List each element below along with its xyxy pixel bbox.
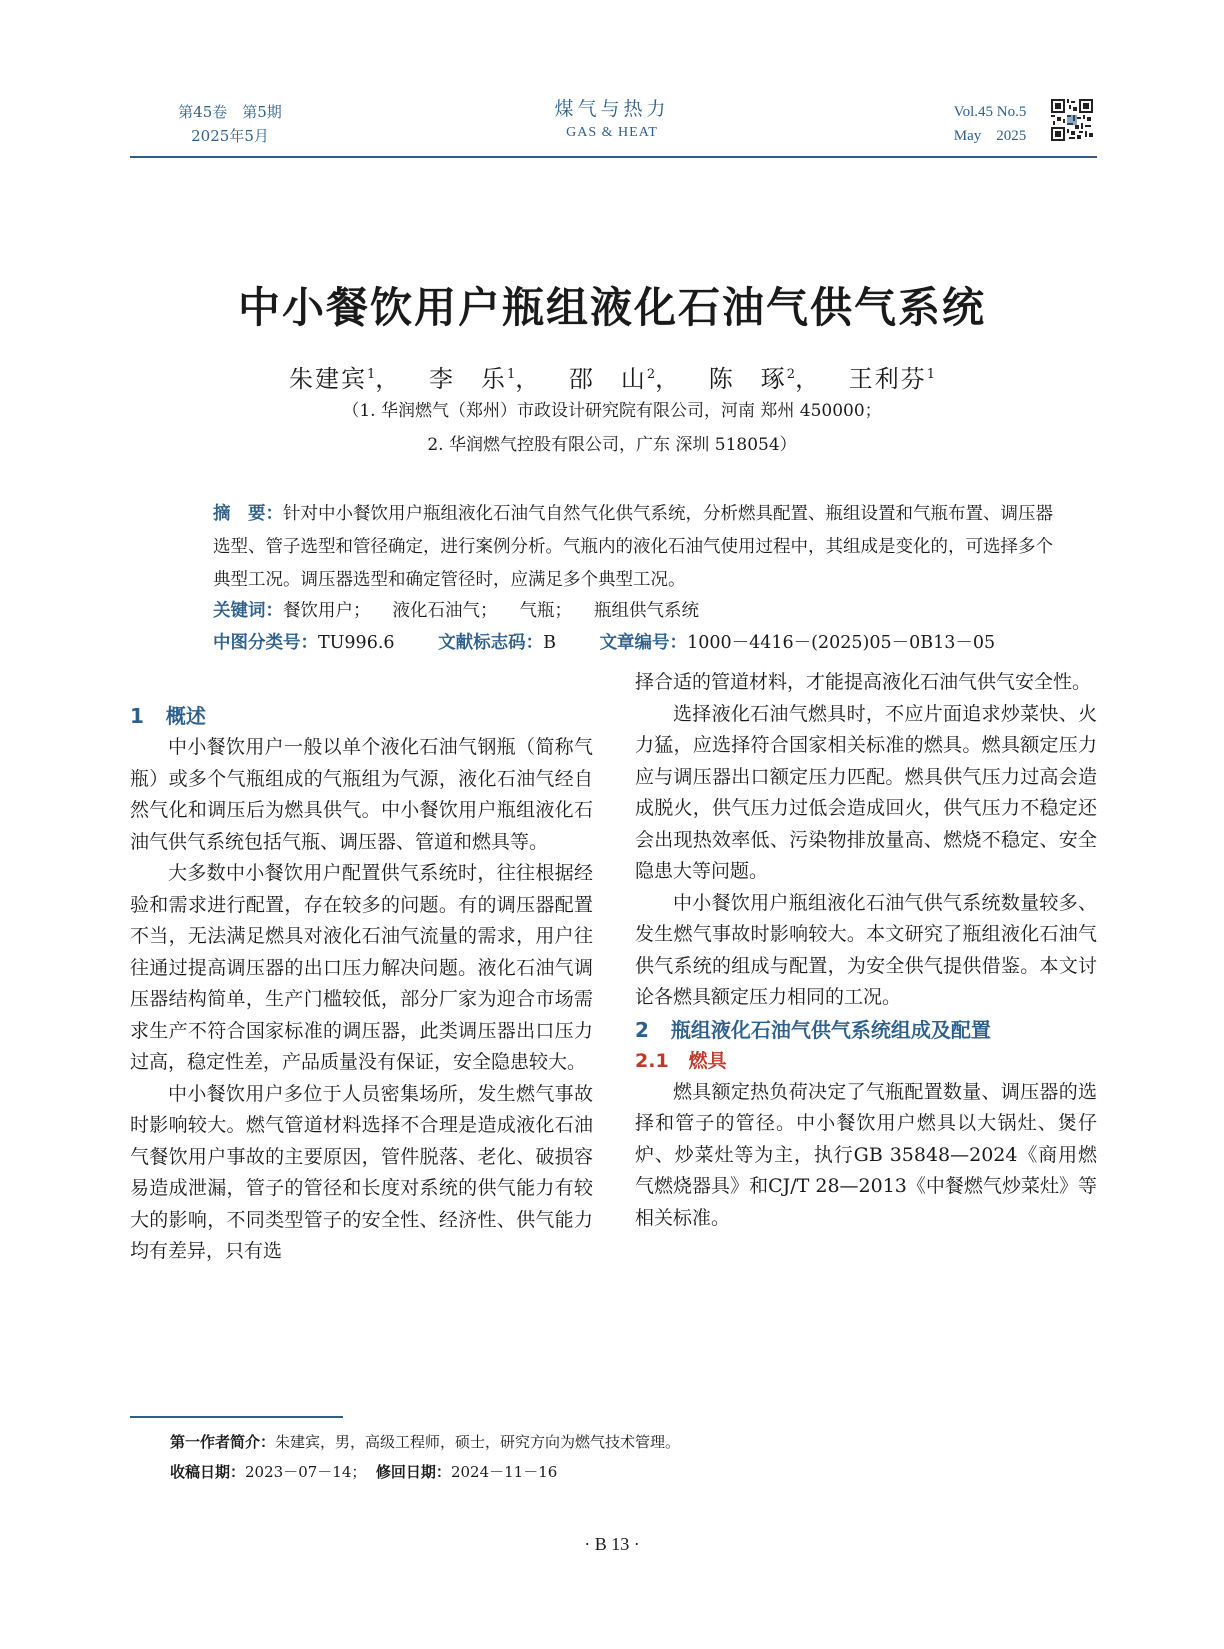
abstract-text: 针对中小餐饮用户瓶组液化石油气自然气化供气系统，分析燃具配置、瓶组设置和气瓶布置、调压器选型、管子选型和管径确定，进行案例分析。气瓶内的液化石油气使用过程中，其组成是变化的，可选择多个典型工况。调压器选型和确定管径时，应满足多个典型工况。 <box>213 504 1053 590</box>
page-number: · B 13 · <box>584 1534 640 1554</box>
article-number-value: 1000－4416－(2025)05－0B13－05 <box>687 633 996 653</box>
volume-issue-cn: 第45卷 第5期 <box>178 103 282 121</box>
paragraph: 中小餐饮用户一般以单个液化石油气钢瓶（简称气瓶）或多个气瓶组成的气瓶组为气源，液化石油气经自然气化和调压后为燃具供气。中小餐饮用户瓶组液化石油气供气系统包括气瓶、调压器、管道和燃具等。 <box>130 736 593 853</box>
volume-issue-en: Vol.45 No.5 <box>953 104 1027 120</box>
date-en: May 2025 <box>953 128 1027 144</box>
header-left <box>130 100 330 148</box>
author: 朱建宾$^1$， <box>289 365 402 393</box>
body-left-column <box>130 700 593 1268</box>
classification-line <box>213 628 1113 658</box>
clc-value: TU996.6 <box>318 633 395 653</box>
footnote-rule <box>130 1416 343 1418</box>
doc-code-value: B <box>543 633 556 653</box>
keyword: 餐饮用户； <box>283 601 371 621</box>
author: 邵 山$^2$， <box>568 365 682 393</box>
keywords-label: 关键词： <box>213 601 283 621</box>
clc-label: 中图分类号： <box>213 633 318 653</box>
affiliation-1: （1. 华润燃气（郑州）市政设计研究院有限公司，河南 郑州 450000； <box>342 401 882 421</box>
doc-code-label: 文献标志码： <box>438 633 544 653</box>
journal-name-en: GAS & HEAT <box>566 125 658 140</box>
abstract-label: 摘 要： <box>213 504 283 524</box>
paragraph: 大多数中小餐饮用户配置供气系统时，往往根据经验和需求进行配置，存在较多的问题。有的调压器配置不当，无法满足燃具对液化石油气流量的需求，用户往往通过提高调压器的出口压力解决问题。液化石油气调压器结构简单，生产门槛较低，部分厂家为迎合市场需求生产不符合国家标准的调压器，此类调压器出口压力过高，稳定性差，产品质量没有保证，安全隐患较大。 <box>130 862 593 1073</box>
footnote-author: 第一作者简介：朱建宾，男，高级工程师，硕士，研究方向为燃气技术管理。 <box>170 1433 681 1451</box>
author-list <box>0 358 1224 396</box>
keyword: 液化石油气； <box>392 601 498 621</box>
keywords <box>213 596 1053 626</box>
date-cn: 2025年5月 <box>191 127 269 145</box>
journal-name-cn: 煤气与热力 <box>554 98 670 120</box>
article-number-label: 文章编号： <box>599 633 688 653</box>
paragraph: 燃具额定热负荷决定了气瓶配置数量、调压器的选择和管子的管径。中小餐饮用户燃具以大锅灶、煲仔炉、炒菜灶等为主，执行GB 35848—2024《商用燃气燃烧器具》和CJ/T 28—2013《中餐燃气炒菜灶》等相关标准。 <box>635 1080 1097 1229</box>
subsection-2-1-heading: 2.1 燃具 <box>635 1049 727 1072</box>
abstract <box>213 498 1053 597</box>
author: 陈 琢$^2$， <box>708 365 822 393</box>
paragraph: 中小餐饮用户瓶组液化石油气供气系统数量较多、发生燃气事故时影响较大。本文研究了瓶组液化石油气供气系统的组成与配置，为安全供气提供借鉴。本文讨论各燃具额定压力相同的工况。 <box>635 891 1097 1008</box>
qr-code-icon <box>1051 99 1093 141</box>
keyword: 气瓶； <box>519 601 572 621</box>
header-right <box>930 100 1050 148</box>
keyword: 瓶组供气系统 <box>594 601 699 621</box>
paragraph-continuation: 择合适的管道材料，才能提高液化石油气供气安全性。 <box>635 671 1092 693</box>
section-1-heading: 1 概述 <box>130 704 206 728</box>
paragraph: 选择液化石油气燃具时，不应片面追求炒菜快、火力猛，应选择符合国家相关标准的燃具。燃具额定压力应与调压器出口额定压力匹配。燃具供气压力过高会造成脱火，供气压力过低会造成回火，供气压力不稳定还会出现热效率低、污染物排放量高、燃烧不稳定、安全隐患大等问题。 <box>635 702 1097 882</box>
author: 李 乐$^1$， <box>428 365 542 393</box>
footnote-dates: 收稿日期：2023－07－14； 修回日期：2024－11－16 <box>170 1463 558 1481</box>
author: 王利芬$^1$ <box>848 365 935 393</box>
body-right-column <box>635 667 1097 1234</box>
paragraph: 中小餐饮用户多位于人员密集场所，发生燃气事故时影响较大。燃气管道材料选择不合理是造成液化石油气餐饮用户事故的主要原因，管件脱落、老化、破损容易造成泄漏，管子的管径和长度对系统的供气能力有较大的影响，不同类型管子的安全性、经济性、供气能力均有差异，只有选 <box>130 1082 593 1262</box>
affiliation-2: 2. 华润燃气控股有限公司，广东 深圳 518054） <box>427 435 797 455</box>
journal-name <box>420 96 804 144</box>
header-rule <box>130 156 1097 158</box>
section-2-heading: 2 瓶组液化石油气供气系统组成及配置 <box>635 1017 991 1042</box>
article-title: 中小餐饮用户瓶组液化石油气供气系统 <box>237 283 986 332</box>
